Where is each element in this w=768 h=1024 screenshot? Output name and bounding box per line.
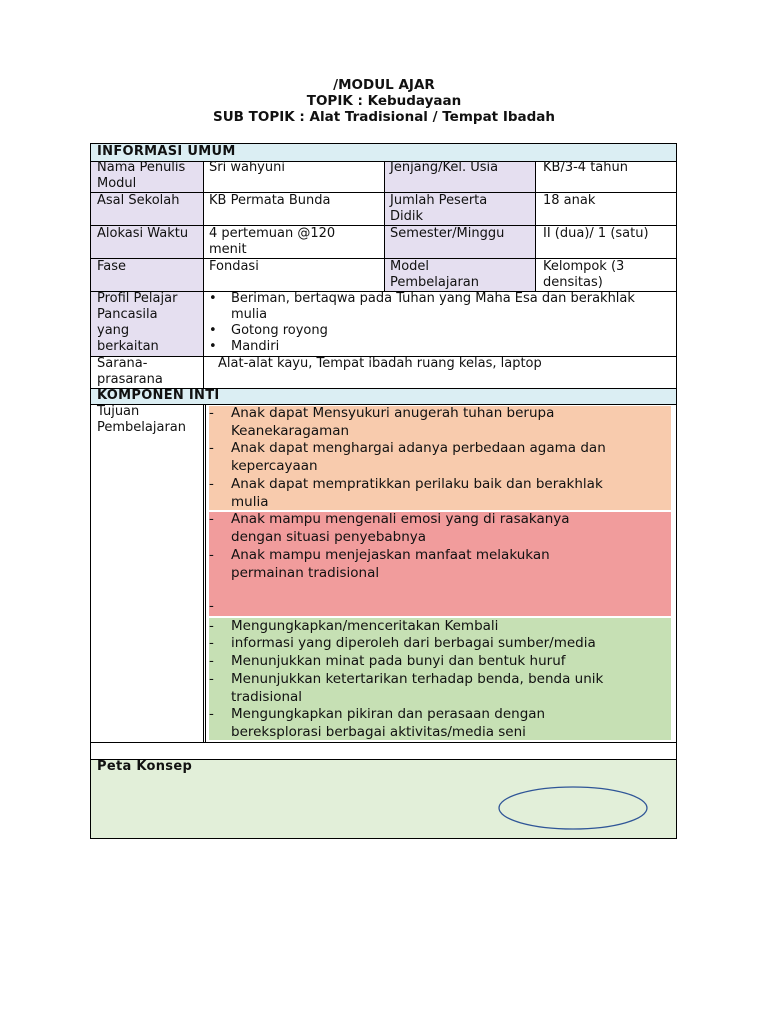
bullet-marker: • (209, 291, 217, 306)
value-fase: Fondasi (209, 259, 259, 274)
label-sarana-prasarana: Sarana- prasarana (97, 356, 163, 387)
bullet-marker: • (209, 339, 217, 354)
row-divider (91, 742, 676, 743)
column-divider (203, 161, 204, 388)
column-divider (535, 161, 536, 291)
goal-text: Anak dapat Mensyukuri anugerah tuhan berupa Keanekaragaman (231, 405, 555, 439)
modul-ajar-table (90, 143, 677, 839)
dash-marker: - (209, 653, 214, 669)
value-asal-sekolah: KB Permata Bunda (209, 193, 331, 208)
value-sarana-prasarana: Alat-alat kayu, Tempat ibadah ruang kelas, laptop (218, 356, 542, 371)
goal-text: Anak mampu menjejaskan manfaat melakukan permainan tradisional (231, 547, 550, 581)
peta-konsep-title: Peta Konsep (97, 759, 193, 774)
value-alokasi-waktu: 4 pertemuan @120 menit (209, 226, 336, 257)
goal-text: Anak dapat menghargai adanya perbedaan agama dan kepercayaan (231, 440, 606, 474)
dash-marker: - (209, 706, 214, 722)
goal-text: Menunjukkan ketertarikan terhadap benda, benda unik tradisional (231, 671, 604, 705)
goal-text: Anak dapat mempratikkan perilaku baik dan berakhlak mulia (231, 476, 603, 510)
goal-text: Mengungkapkan/menceritakan Kembali (231, 618, 499, 634)
label-nama-penulis: Nama Penulis Modul (97, 160, 186, 191)
dash-marker: - (209, 598, 214, 614)
dash-marker: - (209, 476, 214, 492)
label-model-pembelajaran: Model Pembelajaran (390, 259, 479, 290)
value-nama-penulis: Sri wahyuni (209, 160, 285, 175)
komponen-inti-title: KOMPONEN INTI (97, 388, 220, 403)
dash-marker: - (209, 405, 214, 421)
dash-marker: - (209, 547, 214, 563)
value-jenjang: KB/3-4 tahun (543, 160, 628, 175)
label-semester: Semester/Minggu (390, 226, 505, 241)
label-asal-sekolah: Asal Sekolah (97, 193, 180, 208)
dash-marker: - (209, 618, 214, 634)
profil-item-text: Mandiri (231, 339, 280, 354)
profil-item-text: Gotong royong (231, 323, 328, 338)
value-semester: II (dua)/ 1 (satu) (543, 226, 649, 241)
dash-marker: - (209, 440, 214, 456)
column-divider (384, 161, 385, 291)
page-title-line-3: SUB TOPIK : Alat Tradisional / Tempat Ibadah (212, 109, 556, 125)
label-alokasi-waktu: Alokasi Waktu (97, 226, 189, 241)
dash-marker: - (209, 635, 214, 651)
column-divider (205, 404, 206, 742)
goal-text: informasi yang diperoleh dari berbagai sumber/media (231, 635, 596, 651)
value-jumlah-peserta: 18 anak (543, 193, 596, 208)
concept-map-ellipse (497, 786, 649, 832)
dash-marker: - (209, 671, 214, 687)
goal-text: Menunjukkan minat pada bunyi dan bentuk huruf (231, 653, 566, 669)
page-title-line-2: TOPIK : Kebudayaan (306, 93, 462, 109)
value-model-pembelajaran: Kelompok (3 densitas) (543, 259, 625, 290)
label-tujuan-pembelajaran: Tujuan Pembelajaran (97, 404, 186, 435)
label-profil-pelajar: Profil Pelajar Pancasila yang berkaitan (97, 291, 178, 354)
label-fase: Fase (97, 259, 127, 274)
dash-marker: - (209, 511, 214, 527)
profil-item-text: Beriman, bertaqwa pada Tuhan yang Maha Esa dan berakhlak mulia (231, 291, 635, 322)
goal-text: Mengungkapkan pikiran dan perasaan dengan bereksplorasi berbagai aktivitas/media seni (231, 706, 546, 740)
label-jenjang: Jenjang/Kel. Usia (390, 160, 499, 175)
goal-text: Anak mampu mengenali emosi yang di rasakanya dengan situasi penyebabnya (231, 511, 570, 545)
label-jumlah-peserta: Jumlah Peserta Didik (390, 193, 488, 224)
bullet-marker: • (209, 323, 217, 338)
informasi-umum-title: INFORMASI UMUM (97, 144, 236, 159)
column-divider (203, 404, 204, 742)
page-title-line-1: /MODUL AJAR (333, 77, 435, 93)
